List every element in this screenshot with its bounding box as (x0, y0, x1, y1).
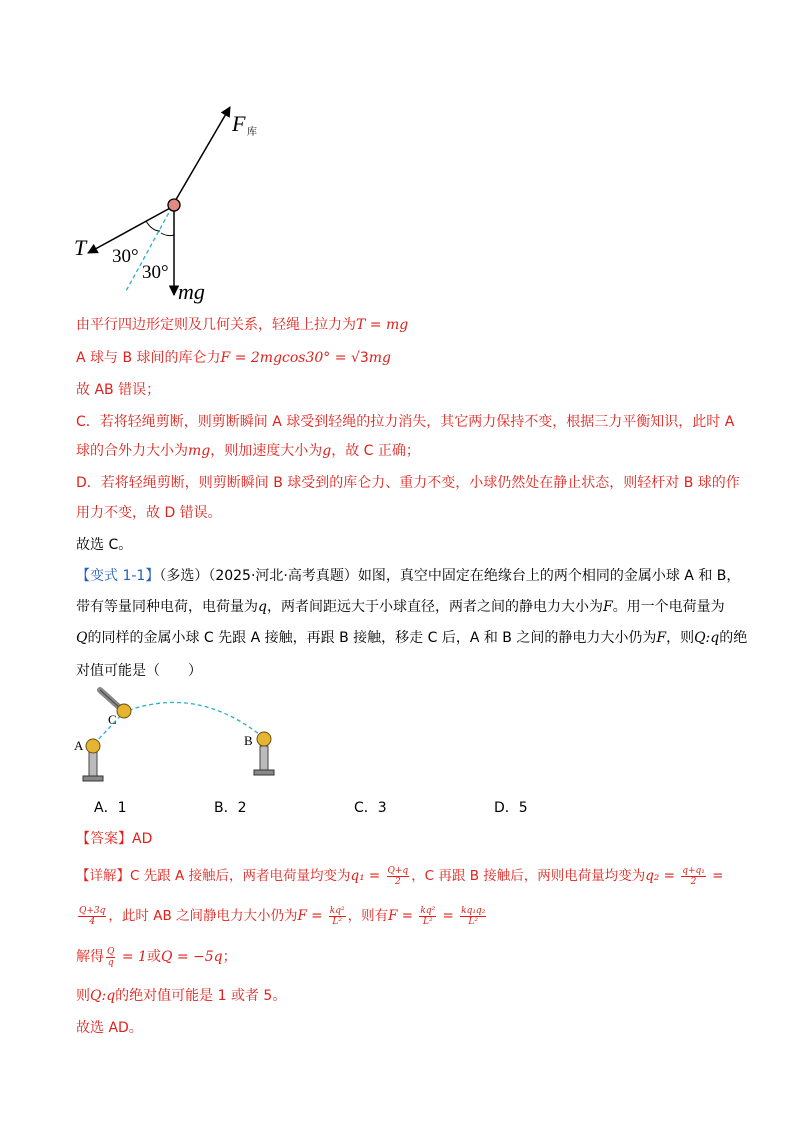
math: Q = −5q (160, 949, 223, 965)
detail-line-5: 故选 AD。 (76, 1020, 143, 1036)
math: = (438, 908, 459, 924)
text: ，两者间距远大于小球直径，两者之间的静电力大小为 (266, 599, 603, 615)
denominator: 2 (690, 876, 697, 887)
numerator: kq² (329, 905, 345, 916)
math-sqrt: √3 (350, 350, 369, 366)
solution-line-1 (76, 314, 408, 334)
option-b: B．2 (214, 800, 247, 816)
detail-line-4 (76, 985, 286, 1005)
math: = (707, 868, 724, 884)
question-type: （多选） (159, 568, 209, 584)
base-b (254, 770, 274, 775)
text: 由平行四边形定则及几何关系，轻绳上拉力为 (76, 317, 356, 333)
fraction (460, 906, 486, 927)
detail-tag: 【详解】 (76, 868, 130, 884)
question-source: （2025·河北·高考真题） (208, 568, 358, 584)
option-d: D．5 (494, 800, 528, 816)
text: ； (222, 949, 237, 965)
math: F = (297, 908, 327, 924)
math: q₂ = (645, 868, 680, 884)
label-c: C (108, 712, 117, 727)
solution-line-7: 用力不变，故 D 错误。 (76, 505, 222, 521)
fraction (329, 906, 346, 927)
label-b: B (244, 733, 253, 748)
text: 的同样的金属小球 C 先跟 A 接触，再跟 B 接触，移走 C 后，A 和 B 之间的静电力大小仍为 (87, 630, 657, 646)
label-f: F (232, 111, 246, 136)
question-tag: 【变式 1-1】 (76, 568, 160, 584)
rod-c-outline (100, 690, 120, 708)
solution-line-8: 故选 C。 (76, 537, 133, 553)
numerator: Q+3q (79, 905, 106, 916)
label-angle-2: 30° (142, 262, 169, 283)
fraction (78, 906, 106, 927)
solution-line-4: C．若将轻绳剪断，则剪断瞬间 A 球受到轻绳的拉力消失，其它两力保持不变，根据三力平衡知识，此时 A (76, 414, 735, 430)
denominator: 2 (394, 876, 401, 887)
denominator: L² (468, 916, 478, 927)
force-f-arrow (174, 107, 230, 203)
math-g: g (322, 443, 332, 459)
label-f-sub: 库 (247, 127, 257, 138)
fraction (106, 947, 115, 968)
question-line-1 (76, 565, 740, 585)
charge-diagram (68, 684, 288, 784)
stand-b (260, 746, 268, 770)
math-t: T = mg (356, 317, 409, 333)
math: F = (388, 908, 418, 924)
math-mg: mg (368, 350, 392, 366)
numerator: q+q₁ (682, 865, 705, 876)
text: 或 (146, 949, 161, 965)
math-mg: mg (188, 443, 211, 459)
math-f: F (602, 599, 613, 615)
denominator: q (107, 957, 114, 968)
text: ，则有 (347, 908, 389, 924)
text: ，此时 AB 之间静电力大小仍为 (108, 908, 298, 924)
base-a (83, 776, 103, 781)
text: 带有等量同种电荷，电荷量为 (76, 599, 258, 615)
text: ，则加速度大小为 (210, 443, 323, 459)
text: 。用一个电荷量为 (612, 599, 725, 615)
detail-line-2 (76, 904, 488, 927)
denominator: L² (422, 916, 433, 927)
solution-line-2 (76, 347, 391, 367)
math: q₁ = (350, 868, 385, 884)
fraction (419, 906, 436, 927)
label-mg: mg (178, 279, 205, 304)
ball-a (86, 739, 100, 753)
text: ，C 再跟 B 接触后，两则电荷量均变为 (411, 868, 646, 884)
fraction (387, 866, 410, 887)
option-c: C．3 (354, 800, 387, 816)
angle-arc-1 (146, 221, 160, 231)
detail-line-3 (76, 946, 237, 968)
numerator: Q (107, 946, 115, 957)
ball-b (257, 732, 271, 746)
text: 的绝 (719, 630, 748, 646)
denominator: L² (332, 916, 342, 927)
angle-arc-2 (161, 233, 174, 236)
fraction (681, 866, 706, 887)
numerator: kq₁q₂ (461, 905, 486, 916)
text: 解得 (76, 949, 104, 965)
label-angle-1: 30° (112, 246, 139, 267)
numerator: Q+q (387, 865, 409, 876)
math-f: F = 2mgcos30° = (220, 350, 351, 366)
text: A 球与 B 球间的库仑力 (76, 350, 221, 366)
stand-a (89, 752, 97, 776)
math: Q:q (90, 988, 116, 1004)
detail-line-1 (76, 864, 723, 887)
solution-line-5 (76, 440, 420, 460)
solution-line-3: 故 AB 错误； (76, 382, 161, 398)
math-ratio: Q:q (694, 630, 720, 646)
math: = 1 (117, 949, 147, 965)
text: 球的合外力大小为 (76, 443, 188, 459)
ball (168, 199, 180, 211)
force-diagram (60, 95, 260, 310)
solution-line-6: D．若将轻绳剪断，则剪断瞬间 B 球受到的库仑力、重力不变，小球仍然处在静止状态，则轻杆对 B 球的作 (76, 475, 740, 491)
option-a: A．1 (94, 800, 127, 816)
text: 则 (76, 988, 90, 1004)
label-t: T (74, 235, 87, 260)
text: 的绝对值可能是 1 或者 5。 (115, 988, 287, 1004)
question-line-3 (76, 627, 747, 647)
text: ，故 C 正确； (331, 443, 420, 459)
math-q: q (258, 599, 267, 615)
question-line-4: 对值可能是（ ） (76, 663, 202, 679)
denominator: 4 (89, 916, 96, 927)
text: C 先跟 A 接触后，两者电荷量均变为 (130, 868, 351, 884)
question-line-2 (76, 596, 725, 616)
numerator: kq² (420, 905, 436, 916)
text: 如图，真空中固定在绝缘台上的两个相同的金属小球 A 和 B， (357, 568, 741, 584)
answer-line (76, 828, 152, 848)
ball-c (117, 704, 131, 718)
text: ，则 (666, 630, 695, 646)
answer-value: AD (132, 831, 153, 847)
answer-tag: 【答案】 (76, 831, 132, 847)
math-q-big: Q (76, 630, 88, 646)
label-a: A (74, 738, 84, 753)
math-f: F (656, 630, 667, 646)
